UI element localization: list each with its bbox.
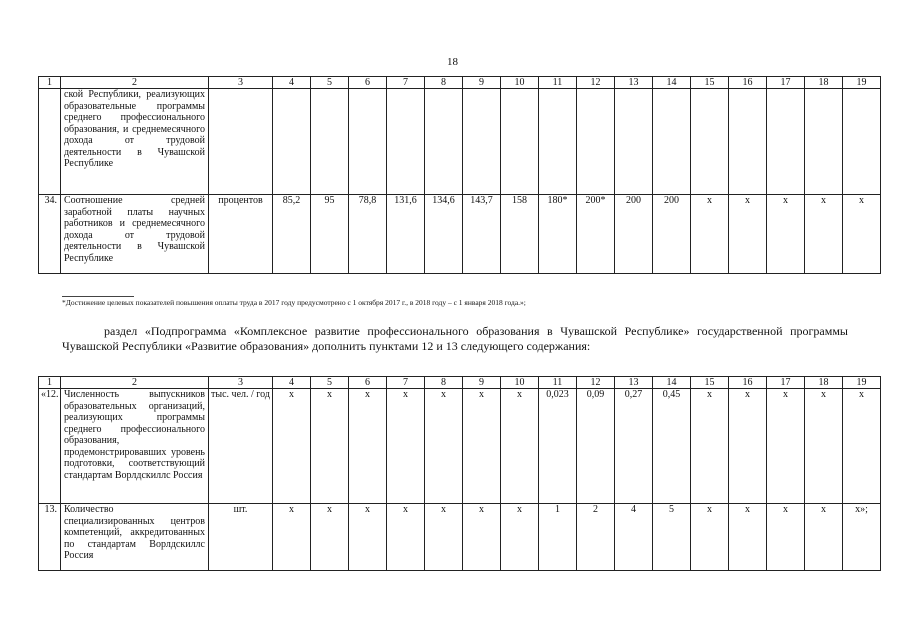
table-row	[39, 504, 881, 571]
col-header: 17	[767, 377, 805, 389]
page-number: 18	[447, 56, 458, 68]
col-header: 15	[691, 77, 729, 89]
indicator-name: ской Республики, реализующих образовательные программы среднего профессионального образования, и среднемесячного дохода от трудовой деятельности в Чувашской Республике	[61, 89, 209, 195]
indicator-name: Численность выпускников образовательных организаций, реализующих программы среднего профессионального образования, продемонстрировавших уровень подготовки, соответствующий стандартам Ворлдскиллс Россия	[61, 389, 209, 504]
value-cell: x	[273, 389, 311, 504]
value-cell: 143,7	[463, 195, 501, 274]
value-cell: x	[387, 389, 425, 504]
column-number-row	[39, 377, 881, 389]
value-cell	[691, 89, 729, 195]
indicator-name: Количество специализированных центров компетенций, аккредитованных по стандартам Ворлдскиллс Россия	[61, 504, 209, 571]
value-cell: 180*	[539, 195, 577, 274]
col-header: 2	[61, 377, 209, 389]
value-cell	[615, 89, 653, 195]
value-cell: x	[425, 504, 463, 571]
value-cell: 134,6	[425, 195, 463, 274]
value-cell	[767, 89, 805, 195]
col-header: 8	[425, 77, 463, 89]
value-cell: 131,6	[387, 195, 425, 274]
value-cell: 78,8	[349, 195, 387, 274]
value-cell: 0,09	[577, 389, 615, 504]
value-cell	[463, 89, 501, 195]
col-header: 19	[843, 77, 881, 89]
col-header: 2	[61, 77, 209, 89]
col-header: 4	[273, 377, 311, 389]
value-cell: x	[387, 504, 425, 571]
col-header: 14	[653, 377, 691, 389]
value-cell: x	[425, 389, 463, 504]
value-cell	[387, 89, 425, 195]
row-number: 34.	[39, 195, 61, 274]
value-cell: x	[805, 195, 843, 274]
value-cell: 85,2	[273, 195, 311, 274]
col-header: 10	[501, 377, 539, 389]
col-header: 10	[501, 77, 539, 89]
value-cell: 95	[311, 195, 349, 274]
value-cell: 200	[653, 195, 691, 274]
column-number-row	[39, 77, 881, 89]
col-header: 18	[805, 77, 843, 89]
value-cell: x	[501, 389, 539, 504]
col-header: 16	[729, 377, 767, 389]
col-header: 5	[311, 377, 349, 389]
value-cell: x	[273, 504, 311, 571]
value-cell	[653, 89, 691, 195]
value-cell: x	[349, 504, 387, 571]
col-header: 4	[273, 77, 311, 89]
unit-cell	[209, 89, 273, 195]
value-cell: x	[691, 504, 729, 571]
col-header: 18	[805, 377, 843, 389]
col-header: 15	[691, 377, 729, 389]
row-number: «12.	[39, 389, 61, 504]
value-cell: x	[729, 504, 767, 571]
footnote: *Достижение целевых показателей повышения оплаты труда в 2017 году предусмотрено с 1 октября 2017 г., в 2018 году – с 1 января 2018 года.»;	[62, 298, 526, 307]
value-cell: x	[349, 389, 387, 504]
col-header: 6	[349, 77, 387, 89]
unit-cell: шт.	[209, 504, 273, 571]
table-row	[39, 89, 881, 195]
value-cell: x	[463, 389, 501, 504]
col-header: 13	[615, 377, 653, 389]
value-cell: x	[463, 504, 501, 571]
row-number: 13.	[39, 504, 61, 571]
col-header: 7	[387, 377, 425, 389]
value-cell: 4	[615, 504, 653, 571]
col-header: 13	[615, 77, 653, 89]
col-header: 11	[539, 77, 577, 89]
value-cell: x	[843, 389, 881, 504]
table-row	[39, 195, 881, 274]
value-cell: 158	[501, 195, 539, 274]
col-header: 12	[577, 77, 615, 89]
value-cell	[501, 89, 539, 195]
value-cell: 5	[653, 504, 691, 571]
value-cell: 1	[539, 504, 577, 571]
value-cell: x	[805, 504, 843, 571]
value-cell	[349, 89, 387, 195]
indicators-table-2	[38, 376, 881, 571]
value-cell: x	[501, 504, 539, 571]
value-cell: x	[767, 504, 805, 571]
value-cell: x»;	[843, 504, 881, 571]
value-cell	[843, 89, 881, 195]
col-header: 9	[463, 377, 501, 389]
col-header: 8	[425, 377, 463, 389]
value-cell	[805, 89, 843, 195]
value-cell: x	[729, 389, 767, 504]
value-cell: 0,27	[615, 389, 653, 504]
value-cell: 200*	[577, 195, 615, 274]
value-cell: x	[311, 389, 349, 504]
col-header: 14	[653, 77, 691, 89]
indicators-table-1	[38, 76, 881, 274]
value-cell	[539, 89, 577, 195]
col-header: 3	[209, 377, 273, 389]
unit-cell: тыс. чел. / год	[209, 389, 273, 504]
footnote-divider	[62, 296, 134, 297]
indicator-name: Соотношение средней заработной платы научных работников и среднемесячного дохода от трудовой деятельности в Чувашской Республике	[61, 195, 209, 274]
value-cell: x	[843, 195, 881, 274]
col-header: 7	[387, 77, 425, 89]
value-cell: x	[767, 195, 805, 274]
value-cell: 0,023	[539, 389, 577, 504]
col-header: 3	[209, 77, 273, 89]
col-header: 1	[39, 77, 61, 89]
value-cell	[729, 89, 767, 195]
value-cell: 200	[615, 195, 653, 274]
col-header: 9	[463, 77, 501, 89]
col-header: 19	[843, 377, 881, 389]
value-cell	[425, 89, 463, 195]
col-header: 11	[539, 377, 577, 389]
col-header: 17	[767, 77, 805, 89]
value-cell: 0,45	[653, 389, 691, 504]
value-cell	[273, 89, 311, 195]
value-cell: x	[311, 504, 349, 571]
col-header: 1	[39, 377, 61, 389]
amendment-paragraph: раздел «Подпрограмма «Комплексное развитие профессионального образования в Чувашской Республике» государственной программы Чувашской Республики «Развитие образования» дополнить пунктами 12 и 13 следующего содержания:	[62, 324, 848, 353]
row-number	[39, 89, 61, 195]
table-row	[39, 389, 881, 504]
value-cell: x	[729, 195, 767, 274]
col-header: 16	[729, 77, 767, 89]
value-cell	[311, 89, 349, 195]
col-header: 6	[349, 377, 387, 389]
value-cell: x	[767, 389, 805, 504]
value-cell: 2	[577, 504, 615, 571]
value-cell: x	[805, 389, 843, 504]
unit-cell: процентов	[209, 195, 273, 274]
value-cell	[577, 89, 615, 195]
col-header: 5	[311, 77, 349, 89]
col-header: 12	[577, 377, 615, 389]
value-cell: x	[691, 195, 729, 274]
value-cell: x	[691, 389, 729, 504]
